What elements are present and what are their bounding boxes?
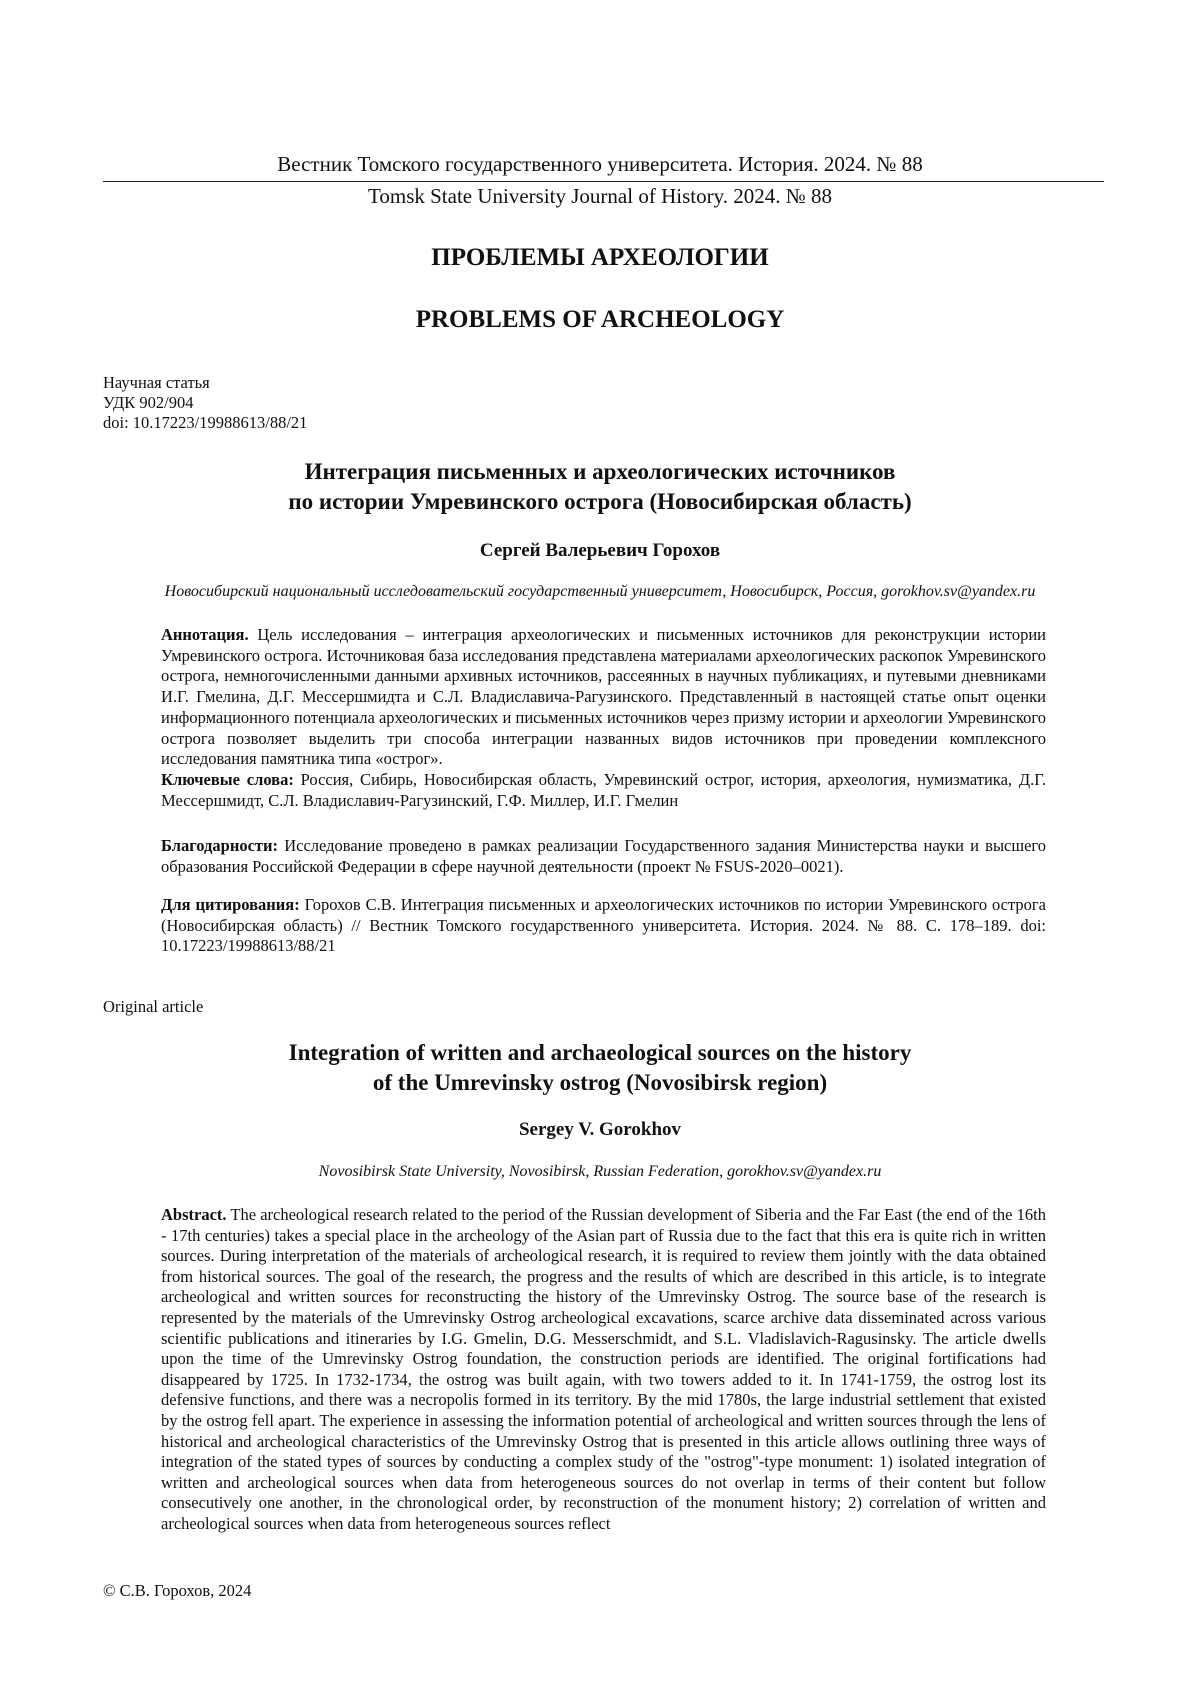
keywords-ru-text: Россия, Сибирь, Новосибирская область, Умревинский острог, история, археология, нумизматика, Д.Г. Мессершмидт, С.Л. Владиславич-Рагузинский, Г.Ф. Миллер, И.Г. Гмелин (161, 770, 1046, 810)
article-title-en-line2: of the Umrevinsky ostrog (Novosibirsk region) (0, 1068, 1200, 1098)
author-ru: Сергей Валерьевич Горохов (0, 540, 1200, 562)
citation-ru (161, 895, 1046, 957)
abstract-ru-label: Аннотация. (161, 625, 249, 644)
abstract-ru-block (161, 625, 1046, 811)
article-title-en-line1: Integration of written and archaeological sources on the history (0, 1038, 1200, 1068)
journal-header-ru: Вестник Томского государственного университета. История. 2024. № 88 (0, 152, 1200, 177)
abstract-en-block (161, 1205, 1046, 1535)
keywords-ru-label: Ключевые слова: (161, 770, 294, 789)
author-en: Sergey V. Gorokhov (0, 1119, 1200, 1141)
article-title-en (0, 1038, 1200, 1098)
copyright: © С.В. Горохов, 2024 (103, 1581, 251, 1601)
journal-header-en: Tomsk State University Journal of History. 2024. № 88 (0, 184, 1200, 209)
udk-code: УДК 902/904 (103, 393, 307, 413)
article-title-ru (0, 457, 1200, 517)
article-meta (103, 373, 307, 433)
thanks-ru-label: Благодарности: (161, 836, 278, 855)
header-divider (103, 181, 1104, 182)
article-title-ru-line1: Интеграция письменных и археологических источников (0, 457, 1200, 487)
thanks-ru-text: Исследование проведено в рамках реализации Государственного задания Министерства науки и высшего образования Российской Федерации в сфере научной деятельности (проект № FSUS-2020–0021). (161, 836, 1046, 876)
paper-page (0, 0, 1200, 1697)
abstract-ru-text: Цель исследования – интеграция археологических и письменных источников для реконструкции истории Умревинского острога. Источниковая база исследования представлена материалами археологических раскопок Умревинского острога, немногочисленными данными архивных источников, рассеянных в научных публикациях, и путевыми дневниками И.Г. Гмелина, Д.Г. Мессершмидта и С.Л. Владиславича-Рагузинского. Представленный в настоящей статье опыт оценки информационного потенциала археологических и письменных источников через призму истории и археологии Умревинского острога позволяет выделить три способа интеграции названных видов источников при проведении комплексного исследования памятника типа «острог». (161, 625, 1046, 768)
article-type-ru: Научная статья (103, 373, 307, 393)
section-title-en: PROBLEMS OF ARCHEOLOGY (0, 306, 1200, 334)
article-title-ru-line2: по истории Умревинского острога (Новосибирская область) (0, 487, 1200, 517)
acknowledgements-ru (161, 836, 1046, 877)
section-title-ru: ПРОБЛЕМЫ АРХЕОЛОГИИ (0, 244, 1200, 272)
affiliation-ru: Новосибирский национальный исследовательский государственный университет, Новосибирск, Россия, gorokhov.sv@yandex.ru (0, 583, 1200, 601)
cite-ru-text: Горохов С.В. Интеграция письменных и археологических источников по истории Умревинского острога (Новосибирская область) // Вестник Томского государственного университета. История. 2024. № 88. С. 178–189. doi: 10.17223/19988613/88/21 (161, 895, 1046, 955)
cite-ru-label: Для цитирования: (161, 895, 300, 914)
doi: doi: 10.17223/19988613/88/21 (103, 413, 307, 433)
affiliation-en: Novosibirsk State University, Novosibirsk, Russian Federation, gorokhov.sv@yandex.ru (0, 1163, 1200, 1181)
abstract-en-text: The archeological research related to the period of the Russian development of Siberia and the Far East (the end of the 16th - 17th centuries) takes a special place in the archeology of the Asian part of Russia due to the fact that this era is quite rich in written sources. During interpretation of the materials of archeological research, it is required to review them jointly with the data obtained from historical sources. The goal of the research, the progress and the results of which are described in this article, is to integrate archeological and written sources for reconstructing the history of the Umrevinsky Ostrog. The source base of the research is represented by the materials of the Umrevinsky Ostrog archeological excavations, scarce archive data disseminated across various scientific publications and itineraries by I.G. Gmelin, D.G. Messerschmidt, and S.L. Vladislavich-Ragusinsky. The article dwells upon the time of the Umrevinsky Ostrog foundation, the construction periods are identified. The original fortifications had disappeared by 1725. In 1732-1734, the ostrog was built again, with two towers added to it. In 1741-1759, the ostrog lost its defensive functions, and there was a necropolis formed in its territory. By the mid 1780s, the large industrial settlement that existed by the ostrog fell apart. The experience in assessing the information potential of archeological and written sources through the lens of historical and archeological characteristics of the Umrevinsky Ostrog that is presented in this article allows outlining three ways of integration of the stated types of sources by conducting a complex study of the "ostrog"-type monument: 1) isolated integration of written and archeological sources when data from heterogeneous sources do not overlap in terms of their content but follow consecutively one another, in the chronological order, by reconstruction of the monument history; 2) correlation of written and archeological sources when data from heterogeneous sources reflect (161, 1205, 1046, 1533)
abstract-en-label: Abstract. (161, 1205, 227, 1224)
article-type-en: Original article (103, 997, 203, 1017)
